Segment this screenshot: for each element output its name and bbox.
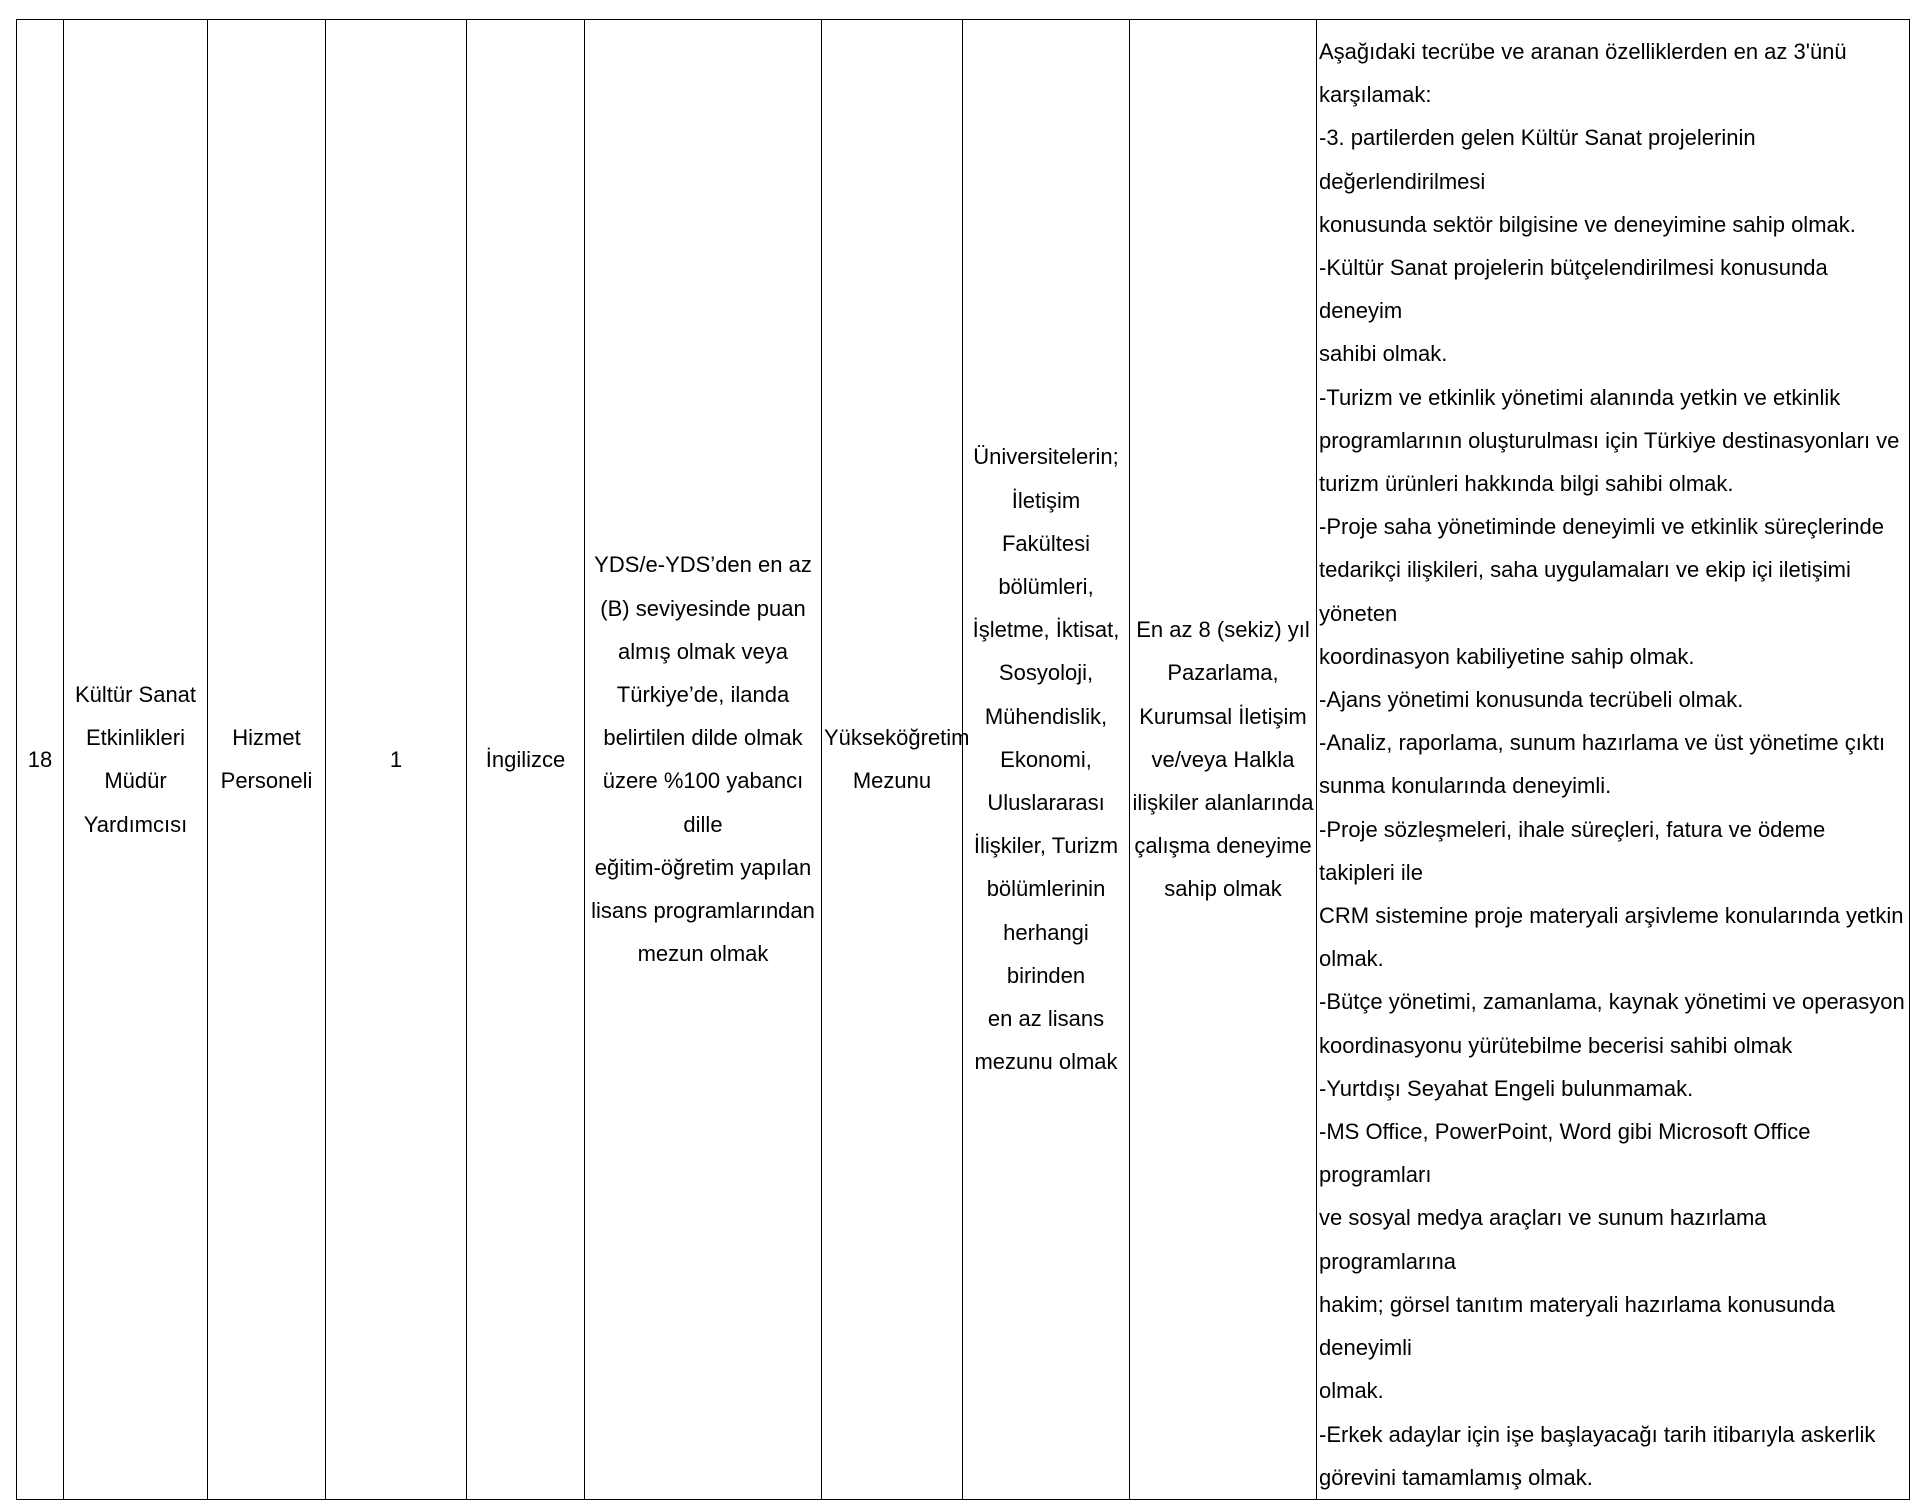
text-line: Türkiye’de, ilanda <box>616 682 790 708</box>
text-line: Mezunu <box>852 768 932 794</box>
table-row <box>17 20 1910 1500</box>
language-requirement-cell <box>585 20 822 1500</box>
departments-cell <box>963 20 1130 1500</box>
requirements-cell <box>1317 20 1910 1500</box>
position-count: 1 <box>389 746 403 772</box>
text-line: ve sosyal medya araçları ve sunum hazırlama programlarına <box>1319 1205 1767 1274</box>
departments <box>965 435 1127 1083</box>
personnel-type <box>210 716 323 802</box>
text-line: lisans programlarından <box>591 898 815 924</box>
language-cell <box>467 20 585 1500</box>
text-line: koordinasyonu yürütebilme becerisi sahibi olmak <box>1319 1032 1793 1058</box>
personnel-type-cell <box>208 20 326 1500</box>
text-line: konusunda sektör bilgisine ve deneyimine sahip olmak. <box>1319 211 1856 237</box>
text-line: Yardımcısı <box>83 811 188 837</box>
row-number-cell <box>17 20 64 1500</box>
text-line: YDS/e-YDS’den en az <box>594 552 812 578</box>
text-line: koordinasyon kabiliyetine sahip olmak. <box>1319 643 1695 669</box>
text-line: Sosyoloji, <box>998 660 1094 686</box>
text-line: (B) seviyesinde puan <box>600 595 806 621</box>
text-line: -Turizm ve etkinlik yönetimi alanında yetkin ve etkinlik <box>1319 384 1841 410</box>
text-line: üzere %100 yabancı dille <box>602 768 804 837</box>
text-line: -Yurtdışı Seyahat Engeli bulunmamak. <box>1319 1075 1694 1101</box>
count-cell <box>326 20 467 1500</box>
text-line: sahibi olmak. <box>1319 341 1448 367</box>
text-line: Müdür <box>104 768 167 794</box>
text-line: olmak. <box>1319 1378 1384 1404</box>
text-line: En az 8 (sekiz) yıl <box>1136 617 1310 643</box>
education-level <box>824 716 970 802</box>
text-line: çalışma deneyime <box>1134 833 1312 859</box>
text-line: -Bütçe yönetimi, zamanlama, kaynak yönetimi ve operasyon <box>1319 989 1905 1015</box>
text-line: -Erkek adaylar için işe başlayacağı tarih itibarıyla askerlik <box>1319 1421 1876 1447</box>
text-line: Hizmet <box>232 725 301 751</box>
text-line: Kültür Sanat <box>74 682 197 708</box>
text-line: İlişkiler, Turizm <box>973 833 1119 859</box>
text-line: ve/veya Halkla <box>1151 746 1295 772</box>
text-line: ilişkiler alanlarında <box>1132 790 1314 816</box>
text-line: Üniversitelerin; <box>973 444 1119 470</box>
education-level-cell <box>822 20 970 1500</box>
text-line: -MS Office, PowerPoint, Word gibi Microsoft Office programları <box>1319 1119 1811 1188</box>
text-line: İşletme, İktisat, <box>972 617 1120 643</box>
text-line: karşılamak: <box>1319 82 1432 108</box>
text-line: -Kültür Sanat projelerin bütçelendirilmesi konusunda deneyim <box>1319 255 1828 324</box>
experience-cell <box>1130 20 1317 1500</box>
text-line: olmak. <box>1319 946 1384 972</box>
text-line: eğitim-öğretim yapılan <box>594 854 812 880</box>
text-line: CRM sistemine proje materyali arşivleme konularında yetkin <box>1319 903 1904 929</box>
row-number: 18 <box>27 746 53 772</box>
requirements-list <box>1319 30 1905 1499</box>
text-line: mezun olmak <box>637 941 769 967</box>
text-line: Yükseköğretim <box>824 725 970 751</box>
text-line: -Ajans yönetimi konusunda tecrübeli olmak. <box>1319 687 1744 713</box>
text-line: bölümlerinin <box>986 876 1106 902</box>
text-line: bölümleri, <box>998 574 1094 600</box>
job-posting-table <box>16 19 1910 1500</box>
text-line: -Analiz, raporlama, sunum hazırlama ve üst yönetime çıktı <box>1319 730 1886 756</box>
text-line: Uluslararası <box>987 790 1105 816</box>
text-line: mezunu olmak <box>974 1049 1118 1075</box>
text-line: İletişim Fakültesi <box>1001 487 1091 556</box>
text-line: sunma konularında deneyimli. <box>1319 773 1612 799</box>
position-cell <box>64 20 208 1500</box>
text-line: belirtilen dilde olmak <box>603 725 803 751</box>
text-line: tedarikçi ilişkileri, saha uygulamaları ve ekip içi iletişimi yöneten <box>1319 557 1851 626</box>
text-line: -Proje sözleşmeleri, ihale süreçleri, fatura ve ödeme takipleri ile <box>1319 816 1826 885</box>
text-line: Ekonomi, <box>1000 746 1092 772</box>
text-line: görevini tamamlamış olmak. <box>1319 1464 1593 1490</box>
text-line: herhangi birinden <box>1003 919 1089 988</box>
text-line: sahip olmak <box>1164 876 1282 902</box>
experience <box>1132 608 1314 910</box>
text-line: Etkinlikleri <box>85 725 186 751</box>
text-line: -Proje saha yönetiminde deneyimli ve etkinlik süreçlerinde <box>1319 514 1884 540</box>
text-line: en az lisans <box>987 1006 1105 1032</box>
text-line: turizm ürünleri hakkında bilgi sahibi olmak. <box>1319 471 1734 497</box>
text-line: programlarının oluşturulması için Türkiye destinasyonları ve <box>1319 427 1900 453</box>
text-line: Kurumsal İletişim <box>1139 703 1307 729</box>
position-title <box>66 673 205 846</box>
text-line: Pazarlama, <box>1167 660 1279 686</box>
text-line: Aşağıdaki tecrübe ve aranan özelliklerden en az 3'ünü <box>1319 39 1847 64</box>
text-line: Personeli <box>220 768 313 794</box>
text-line: almış olmak veya <box>618 638 788 664</box>
text-line: Mühendislik, <box>984 703 1108 729</box>
language: İngilizce <box>485 746 566 772</box>
text-line: -3. partilerden gelen Kültür Sanat projelerinin değerlendirilmesi <box>1319 125 1756 194</box>
language-requirement <box>587 543 819 975</box>
text-line: hakim; görsel tanıtım materyali hazırlama konusunda deneyimli <box>1319 1291 1836 1361</box>
